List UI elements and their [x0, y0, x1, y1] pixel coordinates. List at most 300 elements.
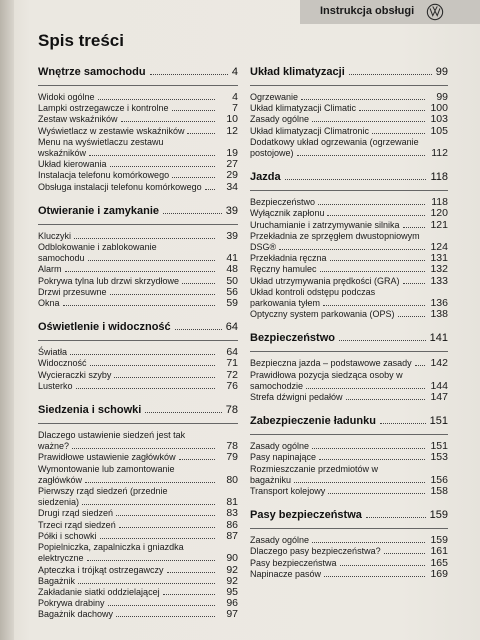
section-heading[interactable] [38, 205, 238, 225]
entry-text: postojowe) [250, 148, 294, 159]
dot-leader [403, 227, 425, 228]
dot-leader [108, 605, 215, 606]
dot-leader [110, 166, 215, 167]
dot-leader [306, 388, 425, 389]
toc-entry[interactable] [38, 182, 238, 193]
entry-line [38, 587, 238, 598]
entry-text: Odblokowanie i zablokowanie [38, 242, 157, 253]
entry-text: Dlaczego pasy bezpieczeństwa? [250, 546, 381, 557]
entry-page-number: 100 [430, 102, 448, 115]
toc-entry[interactable] [38, 276, 238, 287]
entry-page-number: 138 [430, 308, 448, 321]
entry-text: Ogrzewanie [250, 92, 299, 102]
section-title: Układ klimatyzacji [250, 66, 345, 78]
entry-line [250, 287, 448, 298]
entry-line [38, 347, 238, 358]
entry-line [38, 508, 238, 519]
entry-line [250, 231, 448, 242]
toc-entry[interactable] [250, 558, 448, 569]
toc-entry[interactable] [38, 508, 238, 519]
section-spacer [38, 392, 238, 404]
section-heading[interactable] [250, 415, 448, 435]
entry-text: Przekładnia ze sprzęgłem dwustopniowym [250, 230, 420, 241]
dot-leader [372, 133, 425, 134]
entry-text: siedzenia) [38, 497, 80, 508]
entry-line [38, 542, 238, 553]
toc-entry[interactable] [38, 358, 238, 369]
entry-text: Układ kierowania [38, 159, 107, 170]
toc-section [250, 66, 448, 159]
entry-line [38, 242, 238, 253]
toc-entry[interactable] [250, 546, 448, 557]
toc-entry[interactable] [250, 370, 448, 392]
toc-entry[interactable] [250, 114, 448, 125]
entry-text: elektryczne [38, 553, 84, 564]
toc-entry[interactable] [250, 441, 448, 452]
toc-entry[interactable] [250, 276, 448, 287]
toc-entry[interactable] [250, 137, 448, 159]
entry-page-number: 132 [430, 263, 448, 276]
section-title: Wnętrze samochodu [38, 66, 146, 78]
entry-text: Pasy napinające [250, 452, 317, 463]
entry-line [250, 464, 448, 475]
dot-leader [100, 538, 215, 539]
toc-section [250, 415, 448, 497]
entry-line [38, 137, 238, 148]
entry-text: Prawidłowe ustawienie zagłówków [38, 452, 176, 463]
dot-leader [150, 74, 228, 75]
entry-text: wskaźników [38, 148, 87, 159]
dot-leader [359, 110, 425, 111]
entry-text: Wycieraczki szyby [38, 369, 112, 380]
toc-entry[interactable] [250, 220, 448, 231]
dot-leader [187, 133, 215, 134]
entry-page-number: 118 [431, 196, 448, 209]
dot-leader [74, 238, 215, 239]
entry-text: Drugi rząd siedzeń [38, 508, 114, 519]
toc-entry[interactable] [38, 464, 238, 486]
entry-line [38, 148, 238, 159]
section-heading[interactable] [250, 171, 448, 191]
section-spacer [250, 497, 448, 509]
dot-leader [85, 482, 215, 483]
entry-line [38, 114, 238, 125]
section-heading[interactable] [250, 509, 448, 529]
entry-line [38, 565, 238, 576]
entry-page-number: 64 [226, 346, 238, 359]
entry-line [250, 486, 448, 497]
entry-page-number: 71 [226, 357, 238, 370]
toc-entry[interactable] [38, 565, 238, 576]
dot-leader [172, 177, 215, 178]
entry-text: Kluczyki [38, 230, 72, 241]
dot-leader [87, 560, 215, 561]
entry-page-number: 56 [226, 285, 238, 298]
entry-text: Pasy bezpieczeństwa [250, 557, 337, 568]
toc-entry[interactable] [38, 231, 238, 242]
toc-entry[interactable] [38, 576, 238, 587]
entry-line [250, 298, 448, 309]
entry-page-number: 158 [430, 485, 448, 498]
dot-leader [320, 271, 425, 272]
entry-line [38, 464, 238, 475]
toc-entry[interactable] [250, 452, 448, 463]
entry-line [250, 208, 448, 219]
toc-entry[interactable] [250, 287, 448, 309]
entry-text: Bagażnik [38, 575, 76, 586]
dot-leader [312, 121, 425, 122]
toc-entry[interactable] [250, 253, 448, 264]
dot-leader [182, 283, 215, 284]
entry-text: Obsługa instalacji telefonu komórkowego [38, 181, 202, 192]
entry-line [250, 103, 448, 114]
dot-leader [330, 260, 425, 261]
entry-text: ważne? [38, 441, 70, 452]
entry-line [250, 242, 448, 253]
entry-line [38, 170, 238, 181]
entry-page-number: 80 [226, 473, 238, 486]
entry-line [250, 276, 448, 287]
entry-page-number: 136 [430, 297, 448, 310]
toc-entry[interactable] [38, 126, 238, 137]
toc-entry[interactable] [250, 392, 448, 403]
entry-line [38, 381, 238, 392]
dot-leader [63, 305, 215, 306]
entry-text: Wyłącznik zapłonu [250, 208, 325, 219]
toc-entry[interactable] [38, 609, 238, 620]
entry-text: Transport kolejowy [250, 486, 326, 497]
entry-line [38, 159, 238, 170]
entry-line [38, 520, 238, 531]
toc-entry[interactable] [250, 264, 448, 275]
toc-entry[interactable] [250, 92, 448, 103]
dot-leader [312, 448, 425, 449]
toc-entry[interactable] [38, 381, 238, 392]
entry-page-number: 81 [226, 496, 238, 509]
dot-leader [340, 565, 425, 566]
dot-leader [327, 215, 425, 216]
entry-page-number: 87 [226, 529, 238, 542]
toc-entry[interactable] [38, 587, 238, 598]
dot-leader [346, 399, 425, 400]
section-title: Jazda [250, 171, 281, 184]
dot-leader [415, 365, 425, 366]
entry-page-number: 10 [226, 113, 238, 126]
toc-entry[interactable] [250, 464, 448, 486]
entry-line [38, 103, 238, 114]
entry-line [38, 276, 238, 287]
section-heading[interactable] [250, 332, 448, 352]
section-page-number: 159 [429, 509, 448, 522]
entry-page-number: 165 [430, 556, 448, 569]
toc-section [38, 66, 238, 193]
entry-text: Strefa dźwigni pedałów [250, 392, 343, 403]
dot-leader [163, 594, 215, 595]
entry-text: Przekładnia ręczna [250, 253, 327, 264]
entry-line [38, 475, 238, 486]
dot-leader [72, 448, 215, 449]
toc-left-column [38, 66, 238, 621]
entry-line [250, 309, 448, 320]
toc-entry[interactable] [38, 520, 238, 531]
section-heading[interactable] [250, 66, 448, 86]
section-page-number: 118 [430, 171, 448, 184]
entry-text: zagłówków [38, 474, 83, 485]
entry-page-number: 29 [226, 169, 238, 182]
entry-page-number: 76 [226, 379, 238, 392]
dot-leader [116, 515, 215, 516]
entry-line [250, 358, 448, 369]
section-heading[interactable] [38, 66, 238, 86]
entry-text: Prawidłowa pozycja siedząca osoby w [250, 369, 403, 380]
toc-entry[interactable] [38, 452, 238, 463]
entry-line [250, 381, 448, 392]
dot-leader [179, 459, 215, 460]
dot-leader [403, 283, 425, 284]
toc-entry[interactable] [38, 598, 238, 609]
entry-page-number: 72 [226, 368, 238, 381]
toc-entry[interactable] [38, 137, 238, 159]
entry-page-number: 27 [226, 158, 238, 171]
entry-line [250, 264, 448, 275]
entry-page-number: 121 [430, 218, 448, 231]
toc-entry[interactable] [38, 242, 238, 264]
entry-page-number: 59 [226, 297, 238, 310]
entry-page-number: 142 [430, 357, 448, 370]
entry-line [38, 598, 238, 609]
entry-line [250, 569, 448, 580]
entry-text: Zakładanie siatki oddzielającej [38, 586, 160, 597]
entry-page-number: 105 [430, 124, 448, 137]
entry-page-number: 19 [226, 147, 238, 160]
entry-line [250, 370, 448, 381]
entry-page-number: 12 [226, 124, 238, 137]
toc-section [250, 509, 448, 580]
entry-text: Pierwszy rząd siedzeń (przednie [38, 486, 168, 497]
entry-page-number: 7 [232, 102, 238, 115]
entry-page-number: 97 [226, 608, 238, 621]
entry-text: Apteczka i trójkąt ostrzegawczy [38, 564, 164, 575]
dot-leader [114, 377, 215, 378]
header-title: Instrukcja obsługi [320, 5, 415, 17]
section-page-number: 39 [225, 204, 238, 217]
entry-text: Ręczny hamulec [250, 264, 317, 275]
toc-section [38, 404, 238, 620]
entry-text: Układ utrzymywania prędkości (GRA) [250, 275, 400, 286]
dot-leader [175, 329, 222, 330]
entry-line [250, 92, 448, 103]
entry-text: Lusterko [38, 380, 73, 391]
entry-page-number: 159 [430, 534, 448, 547]
dot-leader [312, 542, 425, 543]
entry-line [38, 370, 238, 381]
entry-text: Półki i schowki [38, 530, 97, 541]
toc-entry[interactable] [38, 103, 238, 114]
entry-text: Widoczność [38, 358, 87, 369]
toc-section [38, 205, 238, 309]
toc-entry[interactable] [250, 535, 448, 546]
entry-text: Instalacja telefonu komórkowego [38, 170, 170, 181]
entry-page-number: 120 [430, 207, 448, 220]
dot-leader [65, 271, 215, 272]
toc-entry[interactable] [38, 114, 238, 125]
entry-page-number: 92 [226, 574, 238, 587]
section-spacer [38, 309, 238, 321]
toc-entry[interactable] [38, 264, 238, 275]
dot-leader [121, 121, 215, 122]
toc-entry[interactable] [38, 430, 238, 452]
entry-line [250, 558, 448, 569]
entry-page-number: 90 [226, 552, 238, 565]
dot-leader [205, 189, 215, 190]
entry-page-number: 156 [430, 473, 448, 486]
entry-text: Lampki ostrzegawcze i kontrolne [38, 103, 169, 114]
entry-text: Wymontowanie lub zamontowanie [38, 463, 175, 474]
toc-entry[interactable] [250, 486, 448, 497]
entry-line [250, 392, 448, 403]
entry-text: parkowania tyłem [250, 298, 321, 309]
entry-line [250, 253, 448, 264]
entry-line [38, 264, 238, 275]
entry-text: Dlaczego ustawienie siedzeń jest tak [38, 430, 186, 441]
entry-page-number: 34 [226, 180, 238, 193]
toc-entry[interactable] [250, 309, 448, 320]
entry-text: Zasady ogólne [250, 114, 310, 125]
entry-line [38, 609, 238, 620]
entry-page-number: 151 [430, 440, 448, 453]
entry-line [38, 430, 238, 441]
toc-section [250, 332, 448, 403]
entry-line [38, 486, 238, 497]
toc-entry[interactable] [38, 159, 238, 170]
toc-entry[interactable] [250, 197, 448, 208]
section-page-number: 99 [435, 66, 448, 78]
entry-page-number: 112 [431, 147, 448, 160]
section-heading[interactable] [38, 404, 238, 424]
entry-page-number: 131 [430, 252, 448, 265]
entry-page-number: 79 [226, 451, 238, 464]
dot-leader [301, 99, 425, 100]
entry-page-number: 147 [430, 391, 448, 404]
toc-entry[interactable] [250, 208, 448, 219]
dot-leader [82, 504, 215, 505]
entry-text: Alarm [38, 264, 62, 275]
entry-text: Pokrywa tylna lub drzwi skrzydłowe [38, 275, 180, 286]
toc-entry[interactable] [38, 170, 238, 181]
entry-line [38, 497, 238, 508]
dot-leader [98, 99, 215, 100]
entry-line [38, 576, 238, 587]
entry-page-number: 50 [226, 274, 238, 287]
toc-right-column [250, 66, 448, 580]
entry-text: Popielniczka, zapalniczka i gniazdka [38, 542, 184, 553]
entry-line [250, 148, 448, 159]
entry-text: Światła [38, 347, 68, 358]
toc-entry[interactable] [38, 347, 238, 358]
dot-leader [318, 204, 425, 205]
dot-leader [116, 616, 215, 617]
section-page-number: 78 [225, 404, 238, 417]
entry-page-number: 78 [226, 440, 238, 453]
entry-text: Optyczny system parkowania (OPS) [250, 309, 395, 320]
entry-text: Bezpieczna jazda – podstawowe zasady [250, 358, 412, 369]
entry-text: Bagażnik dachowy [38, 609, 114, 620]
section-title: Otwieranie i zamykanie [38, 204, 160, 217]
entry-text: Menu na wyświetlaczu zestawu [38, 136, 164, 147]
entry-text: Zestaw wskaźników [38, 114, 118, 125]
entry-text: Układ klimatyzacji Climatic [250, 103, 357, 114]
toc-entry[interactable] [38, 92, 238, 103]
section-page-number: 64 [225, 321, 238, 334]
dot-leader [324, 576, 425, 577]
toc-entry[interactable] [250, 231, 448, 253]
entry-page-number: 124 [430, 241, 448, 254]
entry-text: DSG® [250, 242, 277, 253]
dot-leader [78, 583, 215, 584]
section-spacer [250, 320, 448, 332]
toc-entry[interactable] [250, 126, 448, 137]
section-spacer [250, 403, 448, 415]
toc-entry[interactable] [250, 103, 448, 114]
toc-entry[interactable] [38, 486, 238, 508]
entry-line [250, 535, 448, 546]
section-page-number: 4 [231, 66, 238, 78]
entry-page-number: 99 [436, 91, 448, 103]
dot-leader [294, 482, 425, 483]
entry-line [38, 358, 238, 369]
section-title: Zabezpieczenie ładunku [250, 415, 376, 428]
entry-page-number: 153 [430, 451, 448, 464]
toc-entry[interactable] [38, 370, 238, 381]
toc-entry[interactable] [38, 542, 238, 564]
dot-leader [110, 294, 215, 295]
entry-page-number: 161 [430, 545, 448, 558]
dot-leader [172, 110, 215, 111]
toc-entry[interactable] [38, 531, 238, 542]
toc-entry[interactable] [250, 569, 448, 580]
entry-text: Zasady ogólne [250, 535, 310, 546]
vw-logo-icon [426, 3, 444, 21]
entry-page-number: 133 [430, 274, 448, 287]
entry-page-number: 92 [226, 563, 238, 576]
entry-line [38, 231, 238, 242]
entry-text: Drzwi przesuwne [38, 286, 107, 297]
entry-text: Układ kontroli odstępu podczas [250, 286, 376, 297]
entry-line [250, 114, 448, 125]
toc-entry[interactable] [250, 358, 448, 369]
entry-text: Widoki ogólne [38, 92, 95, 102]
entry-line [250, 220, 448, 231]
section-title: Oświetlenie i widoczność [38, 321, 171, 334]
dot-leader [398, 316, 425, 317]
entry-page-number: 144 [430, 379, 448, 392]
dot-leader [328, 493, 425, 494]
entry-page-number: 96 [226, 597, 238, 610]
entry-line [250, 452, 448, 463]
dot-leader [384, 553, 425, 554]
entry-text: Dodatkowy układ ogrzewania (ogrzewanie [250, 136, 419, 147]
entry-text: Uruchamianie i zatrzymywanie silnika [250, 219, 400, 230]
entry-line [38, 441, 238, 452]
toc-entry[interactable] [38, 298, 238, 309]
entry-line [250, 126, 448, 137]
dot-leader [167, 572, 215, 573]
entry-page-number: 95 [226, 585, 238, 598]
section-heading[interactable] [38, 321, 238, 341]
dot-leader [70, 354, 215, 355]
dot-leader [297, 155, 425, 156]
toc-entry[interactable] [38, 287, 238, 298]
